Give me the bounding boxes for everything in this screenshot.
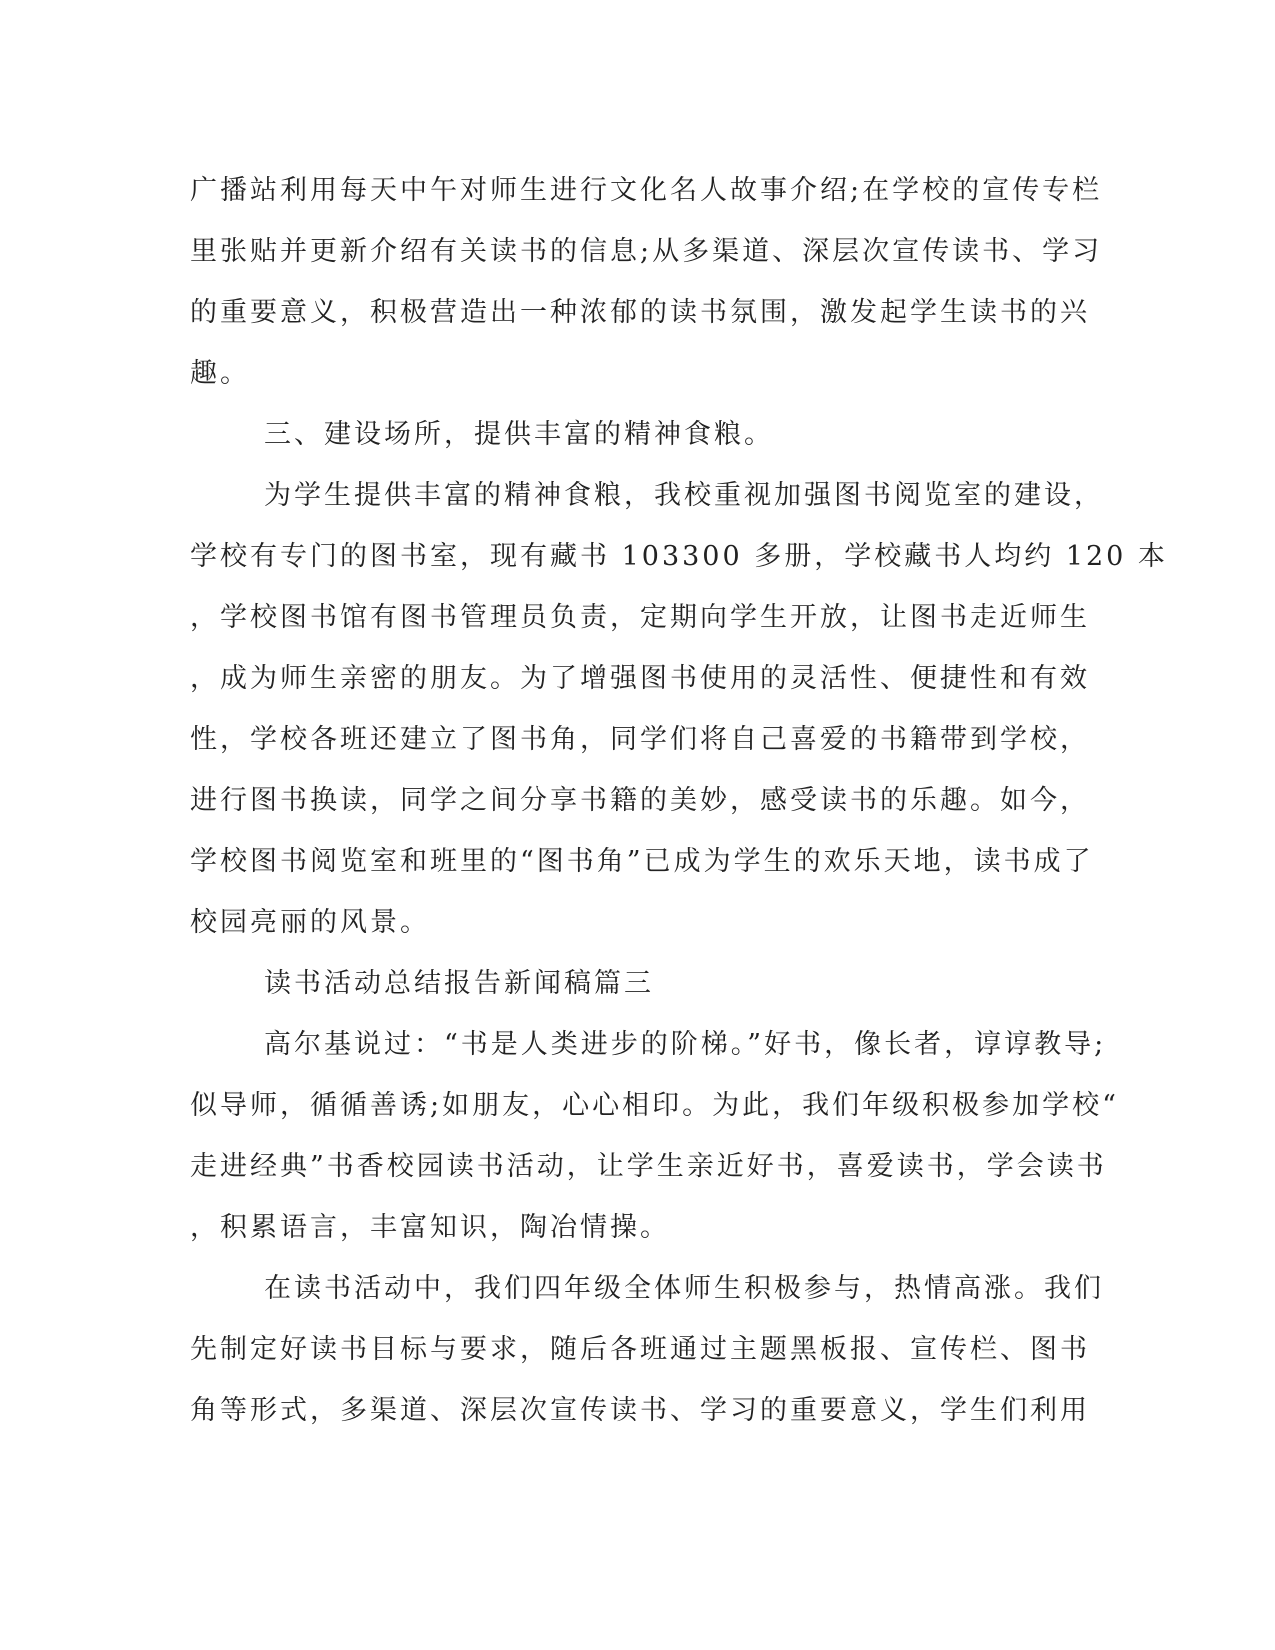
text-line: 广播站利用每天中午对师生进行文化名人故事介绍;在学校的宣传专栏 (190, 175, 1103, 206)
text-line: ，积累语言，丰富知识，陶冶情操。 (190, 1212, 670, 1243)
text-line: 先制定好读书目标与要求，随后各班通过主题黑板报、宣传栏、图书 (190, 1334, 1090, 1365)
text-line: 里张贴并更新介绍有关读书的信息;从多渠道、深层次宣传读书、学习 (190, 236, 1103, 267)
text-line: ，学校图书馆有图书管理员负责，定期向学生开放，让图书走近师生 (190, 602, 1090, 633)
paragraph-start: 为学生提供丰富的精神食粮，我校重视加强图书阅览室的建设， (264, 480, 1104, 511)
article-title: 读书活动总结报告新闻稿篇三 (264, 968, 654, 999)
document-body (190, 160, 1168, 1441)
text-line: 走进经典”书香校园读书活动，让学生亲近好书，喜爱读书，学会读书 (190, 1151, 1107, 1182)
text-line: ，成为师生亲密的朋友。为了增强图书使用的灵活性、便捷性和有效 (190, 663, 1090, 694)
text-line: 学校图书阅览室和班里的“图书角”已成为学生的欢乐天地，读书成了 (190, 846, 1094, 877)
text-line: 趣。 (190, 358, 250, 389)
text-line: 的重要意义，积极营造出一种浓郁的读书氛围，激发起学生读书的兴 (190, 297, 1090, 328)
text-line: 学校有专门的图书室，现有藏书 103300 多册，学校藏书人均约 120 本 (190, 541, 1168, 572)
text-line: 进行图书换读，同学之间分享书籍的美妙，感受读书的乐趣。如今， (190, 785, 1090, 816)
text-line: 似导师，循循善诱;如朋友，心心相印。为此，我们年级积极参加学校“ (190, 1090, 1119, 1121)
text-line: 性，学校各班还建立了图书角，同学们将自己喜爱的书籍带到学校， (190, 724, 1090, 755)
paragraph-start: 在读书活动中，我们四年级全体师生积极参与，热情高涨。我们 (264, 1273, 1104, 1304)
paragraph-start: 高尔基说过：“书是人类进步的阶梯。”好书，像长者，谆谆教导; (264, 1029, 1107, 1060)
text-line: 角等形式，多渠道、深层次宣传读书、学习的重要意义，学生们利用 (190, 1395, 1090, 1426)
section-heading: 三、建设场所，提供丰富的精神食粮。 (264, 419, 774, 450)
text-line: 校园亮丽的风景。 (190, 907, 430, 938)
